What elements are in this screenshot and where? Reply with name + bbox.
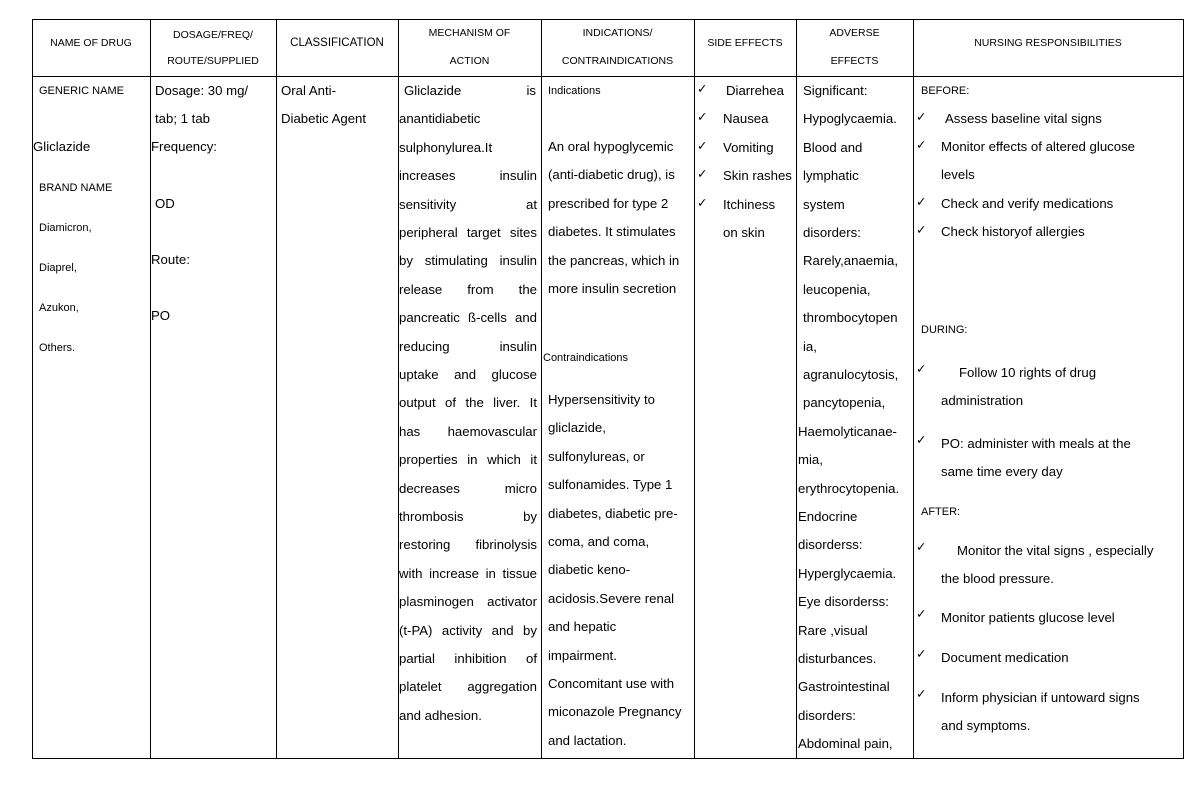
side-effect-item: Vomiting — [723, 139, 774, 155]
side-effect-item: Diarrehea — [726, 83, 784, 98]
indications-line: the pancreas, which in — [548, 252, 680, 268]
adverse-line: lymphatic — [803, 168, 859, 184]
header-indications: INDICATIONS/ — [582, 27, 653, 39]
contraindications-line: sulfonylureas, or — [548, 448, 645, 464]
nursing-before-item: Assess baseline vital signs — [945, 111, 1102, 126]
adverse-line: disorders: — [803, 225, 861, 240]
adverse-line: Rarely,anaemia, — [803, 253, 899, 269]
adverse-line: Endocrine — [798, 509, 858, 524]
dosage-text: tab; 1 tab — [155, 111, 210, 126]
contraindications-line: diabetic keno- — [548, 562, 631, 578]
adverse-line: disorders: — [798, 707, 856, 723]
nursing-before-item: Check historyof allergies — [941, 224, 1085, 239]
adverse-line: pancytopenia, — [803, 395, 886, 411]
check-icon: ✓ — [916, 195, 927, 209]
col-border — [796, 19, 797, 759]
mechanism-line: increases insulin — [399, 168, 537, 184]
indications-line: An oral hypoglycemic — [548, 139, 674, 154]
contraindications-line: Hypersensitivity to — [548, 392, 656, 407]
mechanism-line: thrombosis by — [399, 509, 537, 524]
header-dosage: DOSAGE/FREQ/ — [173, 29, 253, 41]
mechanism-line: partial inhibition of — [399, 651, 537, 666]
nursing-before-item: Monitor effects of altered glucose — [941, 139, 1136, 154]
mechanism-line: output of the liver. It — [399, 395, 537, 411]
check-icon: ✓ — [916, 687, 927, 701]
header-divider — [32, 76, 1184, 77]
nursing-after-item: Inform physician if untoward signs — [941, 690, 1140, 705]
contraindications-line: and hepatic — [548, 619, 617, 635]
adverse-line: ia, — [803, 338, 817, 354]
contraindications-line: sulfonamides. Type 1 — [548, 477, 673, 493]
col-border — [276, 19, 277, 759]
mechanism-line: uptake and glucose — [399, 367, 537, 382]
side-effect-item: on skin — [723, 225, 765, 240]
mechanism-line: release from the — [399, 281, 537, 297]
check-icon: ✓ — [697, 195, 708, 210]
header-adverse-effects: ADVERSE — [829, 27, 880, 39]
nursing-before-item: levels — [941, 167, 975, 182]
header-dosage: ROUTE/SUPPLIED — [167, 55, 259, 67]
mechanism-line: plasminogen activator — [399, 594, 537, 610]
adverse-line: erythrocytopenia. — [798, 480, 900, 496]
mechanism-line: Gliclazide is — [404, 83, 536, 98]
nursing-during-item: Follow 10 rights of drug — [959, 365, 1097, 380]
drug-study-table — [32, 19, 1184, 759]
adverse-line: Gastrointestinal — [798, 679, 890, 695]
check-icon: ✓ — [916, 647, 927, 661]
mechanism-line: sulphonylurea.It — [399, 139, 493, 155]
frequency-value: OD — [155, 196, 175, 211]
contraindications-line: acidosis.Severe renal — [548, 590, 675, 606]
side-effect-item: Nausea — [723, 111, 769, 127]
mechanism-line: pancreatic ß-cells and — [399, 310, 537, 326]
contraindications-line: Concomitant use with — [548, 676, 675, 691]
col-border — [32, 19, 33, 759]
adverse-line: Blood and — [803, 139, 863, 155]
brand-name: Diamicron, — [39, 222, 92, 234]
dosage-text: Dosage: 30 mg/ — [155, 83, 249, 98]
contraindications-line: coma, and coma, — [548, 534, 650, 549]
nursing-during-item: PO: administer with meals at the — [941, 436, 1131, 451]
mechanism-line: with increase in tissue — [399, 565, 537, 581]
table-top-border — [32, 19, 1184, 20]
mechanism-line: platelet aggregation — [399, 679, 537, 695]
contraindications-line: impairment. — [548, 647, 617, 663]
check-icon: ✓ — [697, 138, 708, 153]
adverse-line: mia, — [798, 452, 823, 468]
header-name-of-drug: NAME OF DRUG — [50, 37, 132, 49]
table-bottom-border — [32, 758, 1184, 759]
indications-line: more insulin secretion — [548, 281, 677, 296]
header-side-effects: SIDE EFFECTS — [707, 37, 783, 49]
before-label: BEFORE: — [921, 85, 970, 97]
indications-label: Indications — [548, 85, 601, 97]
indications-line: (anti-diabetic drug), is — [548, 167, 675, 183]
contraindications-line: miconazole Pregnancy — [548, 704, 682, 720]
col-border — [1183, 19, 1184, 759]
mechanism-line: sensitivity at — [399, 196, 537, 212]
adverse-line: system — [803, 196, 845, 212]
nursing-after-item: Monitor the vital signs , especially — [957, 543, 1154, 558]
mechanism-line: (t-PA) activity and by — [399, 622, 537, 638]
adverse-line: leucopenia, — [803, 281, 871, 297]
contraindications-line: and lactation. — [548, 732, 627, 748]
indications-line: diabetes. It stimulates — [548, 224, 676, 240]
col-border — [398, 19, 399, 759]
side-effect-item: Skin rashes — [723, 168, 792, 184]
route-value: PO — [151, 308, 171, 323]
adverse-line: Haemolyticanae- — [798, 423, 897, 439]
adverse-line: Eye disorderss: — [798, 594, 889, 610]
header-adverse-effects: EFFECTS — [830, 55, 879, 67]
nursing-after-item: Document medication — [941, 650, 1069, 665]
adverse-line: thrombocytopen — [803, 310, 898, 326]
classification-text: Oral Anti- — [281, 83, 336, 98]
adverse-line: agranulocytosis, — [803, 367, 899, 382]
generic-name: Gliclazide — [33, 139, 91, 154]
adverse-line: disturbances. — [798, 651, 877, 666]
classification-text: Diabetic Agent — [281, 111, 367, 126]
side-effect-item: Itchiness — [723, 196, 776, 212]
nursing-during-item: same time every day — [941, 464, 1063, 479]
check-icon: ✓ — [916, 223, 927, 237]
col-border — [150, 19, 151, 759]
check-icon: ✓ — [697, 167, 708, 182]
header-indications: CONTRAINDICATIONS — [561, 55, 674, 67]
check-icon: ✓ — [916, 362, 927, 376]
header-mechanism: MECHANISM OF — [428, 27, 511, 39]
mechanism-line: decreases micro — [399, 480, 537, 496]
col-border — [694, 19, 695, 759]
mechanism-line: properties in which it — [399, 452, 537, 468]
indications-line: prescribed for type 2 — [548, 195, 669, 211]
contraindications-label: Contraindications — [543, 352, 628, 364]
check-icon: ✓ — [916, 138, 927, 152]
contraindications-line: diabetes, diabetic pre- — [548, 505, 678, 521]
nursing-before-item: Check and verify medications — [941, 196, 1114, 211]
check-icon: ✓ — [697, 110, 708, 125]
brand-name: Others. — [39, 342, 76, 354]
header-mechanism: ACTION — [449, 55, 490, 67]
mechanism-line: by stimulating insulin — [399, 253, 537, 269]
nursing-after-item: and symptoms. — [941, 718, 1031, 733]
nursing-during-item: administration — [941, 393, 1024, 408]
mechanism-line: restoring fibrinolysis — [399, 537, 537, 553]
check-icon: ✓ — [697, 82, 708, 96]
during-label: DURING: — [921, 324, 968, 336]
route-label: Route: — [151, 252, 190, 267]
brand-name-label: BRAND NAME — [39, 182, 113, 194]
check-icon: ✓ — [916, 540, 927, 554]
after-label: AFTER: — [921, 506, 961, 518]
header-nursing: NURSING RESPONSIBILITIES — [974, 37, 1122, 49]
check-icon: ✓ — [916, 110, 927, 124]
adverse-line: Significant: — [803, 83, 868, 98]
col-border — [541, 19, 542, 759]
brand-name: Azukon, — [39, 302, 79, 314]
adverse-line: Abdominal pain, — [798, 736, 893, 752]
adverse-line: disorderss: — [798, 537, 863, 553]
nursing-after-item: Monitor patients glucose level — [941, 610, 1115, 625]
contraindications-line: gliclazide, — [548, 420, 606, 436]
brand-name: Diaprel, — [39, 262, 77, 274]
adverse-line: Hyperglycaemia. — [798, 565, 897, 581]
frequency-label: Frequency: — [151, 139, 217, 154]
check-icon: ✓ — [916, 607, 927, 621]
mechanism-line: peripheral target sites — [399, 225, 537, 240]
nursing-after-item: the blood pressure. — [941, 571, 1054, 586]
mechanism-line: reducing insulin — [399, 338, 537, 354]
adverse-line: Hypoglycaemia. — [803, 111, 897, 127]
generic-name-label: GENERIC NAME — [39, 85, 124, 97]
header-classification: CLASSIFICATION — [290, 37, 384, 49]
check-icon: ✓ — [916, 433, 927, 447]
adverse-line: Rare ,visual — [798, 622, 868, 638]
mechanism-line: and adhesion. — [399, 707, 482, 723]
mechanism-line: has haemovascular — [399, 423, 537, 439]
col-border — [913, 19, 914, 759]
mechanism-line: anantidiabetic — [399, 111, 481, 127]
